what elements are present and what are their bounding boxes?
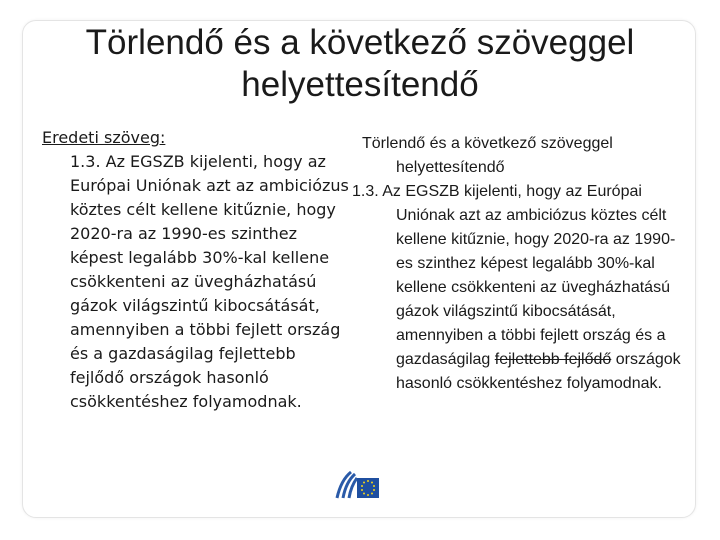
amended-heading-line1: Törlendő és a következő szöveggel [362,135,613,152]
amended-text-after: országok hasonló csökkentéshez folyamodnak. [396,351,681,392]
original-text-body: 1.3. Az EGSZB kijelenti, hogy az Európai Uniónak azt az ambiciózus köztes célt kellene kitűznie, hogy 2020-ra az 1990-es szinthez képest legalább 30%-kal kellene csökkenteni az üvegházhatású gázok világszintű kibocsátását, amennyiben a többi fejlett ország és a gazdaságilag fejlettebb fejlődő országok hasonló csökkentéshez folyamodnak. [70,152,349,411]
amended-text-body [352,180,688,396]
amended-text-column [352,132,688,396]
slide-title: Törlendő és a következő szöveggel helyettesítendő [85,23,635,104]
original-text-label: Eredeti szöveg: [42,128,166,147]
eesc-logo-graphic [335,468,381,500]
amended-text-before: 1.3. Az EGSZB kijelenti, hogy az Európai Uniónak azt az ambiciózus köztes célt kellene kitűznie, hogy 2020-ra az 1990-es szinthez képest legalább 30%-kal kellene csökkenteni az üvegházhatású gázok világszintű kibocsátását, amennyiben a többi fejlett ország és a gazdaságilag [352,183,676,368]
amended-heading-line2: helyettesítendő [396,159,505,176]
struck-text: fejlettebb fejlődő [494,351,612,368]
original-text-column [42,126,352,414]
eesc-logo-icon [335,468,381,500]
